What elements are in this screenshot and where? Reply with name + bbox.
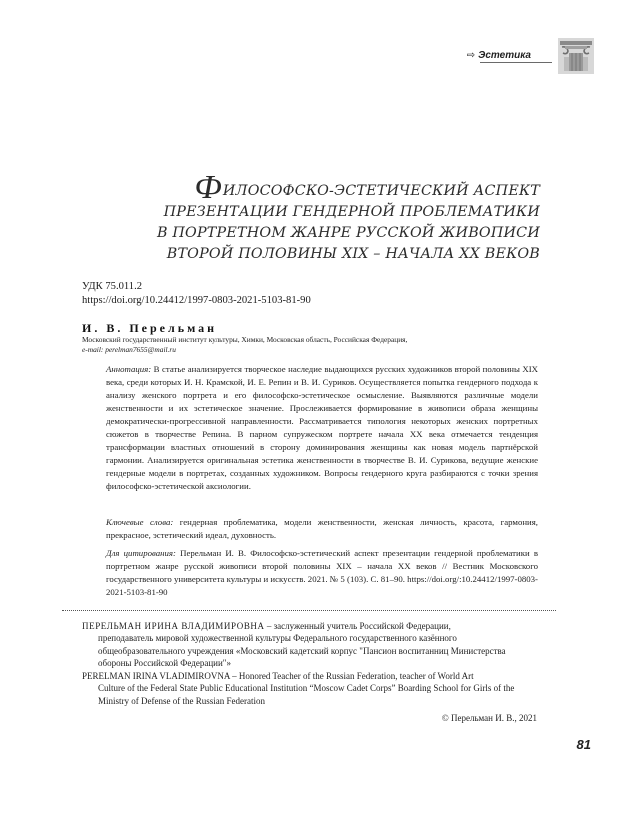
page-number: 81 bbox=[576, 737, 591, 752]
running-header-section bbox=[467, 50, 531, 61]
title-line-1-text: ИЛОСОФСКО-ЭСТЕТИЧЕСКИЙ АСПЕКТ bbox=[222, 183, 540, 199]
author-affiliation bbox=[82, 335, 542, 355]
header-rule bbox=[480, 62, 552, 63]
abstract-label: Аннотация: bbox=[106, 364, 152, 374]
abstract-text: В статье анализируется творческое наследие выдающихся русских художников второй половины XIX века, среди которых И. Н. Крамской, И. Е. Репин и В. И. Суриков. Осуществляется попытка гендерного подхода к анализу женского портрета и его философско-эстетическое осмысление. Выявляются различные модели женственности и их эстетическое значение. Прослеживается формирование в живописи образа женщины демократически-прогрессивной направленности. Рассматривается типология некоторых женских портретных сюжетов в творчестве Репина. В парном супружеском портрете начала XX века отмечается тенденция трансформации властных отношений в сторону доминирования женщины как новая модель партнёрской гармонии. Анализируется оригинальная эстетика женственности в творчестве В. И. Сурикова, ведущие женские гендерные модели в портретах, созданных художником. Вопросы гендерного круга разбираются с точки зрения философско-эстетической аксиологии. bbox=[106, 364, 538, 492]
udk-code: УДК 75.011.2 bbox=[82, 281, 143, 292]
bio-ru-name: ПЕРЕЛЬМАН ИРИНА ВЛАДИМИРОВНА bbox=[82, 621, 265, 631]
title-line-1 bbox=[150, 169, 540, 206]
bio-ru-line1: – заслуженный учитель Российской Федерации, bbox=[264, 621, 451, 631]
title-line-4: ВТОРОЙ ПОЛОВИНЫ XIX – НАЧАЛА XX ВЕКОВ bbox=[166, 246, 540, 262]
title-dropcap: Ф bbox=[194, 169, 222, 206]
section-name: Эстетика bbox=[478, 50, 531, 61]
author-bio-en bbox=[82, 670, 540, 707]
bio-en-rest: Culture of the Federal State Public Educational Institution “Moscow Cadet Corps” Boarding School for Girls of the Ministry of Defense of the Russian Federation bbox=[98, 683, 515, 706]
author-name: И. В. Перельман bbox=[82, 321, 218, 335]
citation-label: Для цитирования: bbox=[106, 548, 176, 558]
doi-link[interactable]: https://doi.org/10.24412/1997-0803-2021-5103-81-90 bbox=[82, 295, 311, 306]
affiliation-text: Московский государственный институт культуры, Химки, Московская область, Российская Федерация, bbox=[82, 335, 408, 344]
udk-block bbox=[82, 280, 311, 308]
title-line-3: В ПОРТРЕТНОМ ЖАНРЕ РУССКОЙ ЖИВОПИСИ bbox=[156, 225, 540, 241]
title-line-2: ПРЕЗЕНТАЦИИ ГЕНДЕРНОЙ ПРОБЛЕМАТИКИ bbox=[163, 204, 540, 220]
column-capital-icon bbox=[558, 38, 594, 74]
arrow-right-icon: ⇨ bbox=[466, 50, 476, 61]
keywords bbox=[106, 516, 538, 542]
dotted-divider bbox=[62, 610, 556, 611]
author-bio-ru bbox=[82, 620, 540, 670]
keywords-label: Ключевые слова: bbox=[106, 517, 174, 527]
citation-text: Перельман И. В. Философско-эстетический аспект презентации гендерной проблематики в портретном жанре русской живописи второй половины XIX – начала XX веков // Вестник Московского государственного университета культуры и искусств. 2021. № 5 (103). С. 81–90. https://doi.org/:10.24412/1997-0803-2021-5103-81-90 bbox=[106, 548, 538, 597]
keywords-text: гендерная проблематика, модели женственности, женская личность, красота, гармония, прекрасное, эстетический идеал, духовность. bbox=[106, 517, 539, 540]
citation bbox=[106, 547, 538, 599]
bio-en-line1: PERELMAN IRINA VLADIMIROVNA – Honored Teacher of the Russian Federation, teacher of World Art bbox=[82, 671, 474, 681]
copyright: © Перельман И. В., 2021 bbox=[441, 713, 537, 723]
bio-ru-rest: преподаватель мировой художественной культуры Федерального государственного казённого общеобразовательного учреждения «Московский кадетский корпус "Пансион воспитанниц Министерства обороны Российской Федерации"» bbox=[98, 633, 506, 669]
author-email[interactable]: e-mail: perelman7655@mail.ru bbox=[82, 345, 176, 354]
article-title bbox=[150, 169, 540, 265]
abstract bbox=[106, 363, 538, 493]
